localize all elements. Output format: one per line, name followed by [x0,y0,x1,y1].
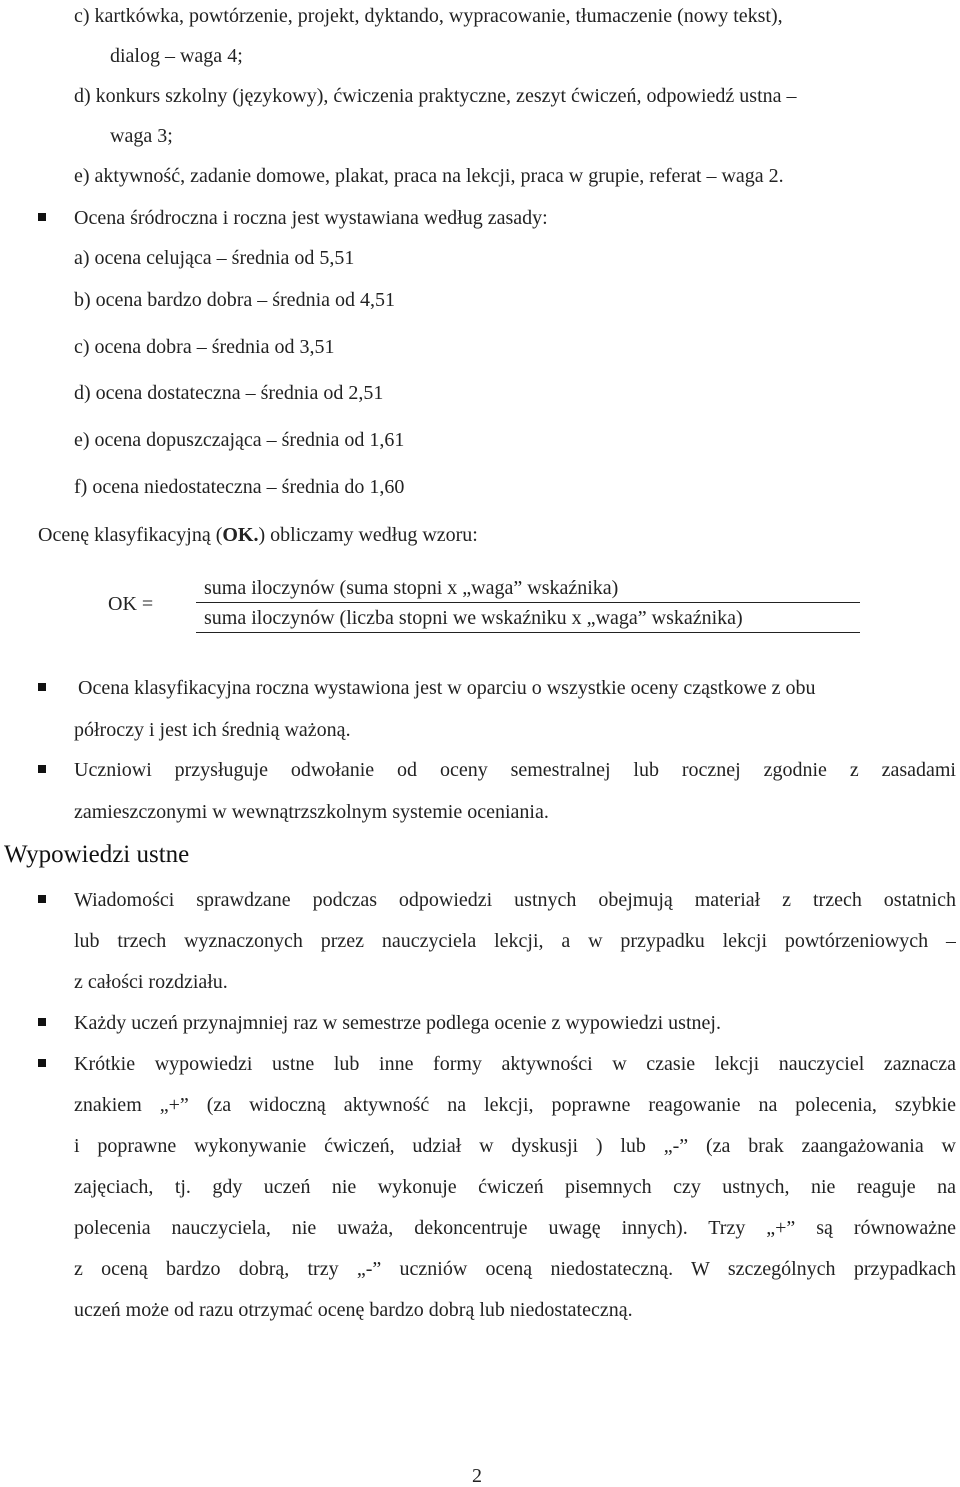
oral-p3-line-3: i poprawne wykonywanie ćwiczeń, udział w dyskusji ) lub „-” (za brak zaangażowania w [74,1135,956,1157]
section-title: Wypowiedzi ustne [4,841,190,868]
square-bullet-icon [38,1059,46,1067]
annual-line-1: Ocena klasyfikacyjna roczna wystawiona jest w oparciu o wszystkie oceny cząstkowe z obu [78,677,816,699]
appeal-line-2: zamieszczonymi w wewnątrzszkolnym systemie oceniania. [74,801,549,823]
grade-item-e: e) ocena dopuszczająca – średnia od 1,61 [74,429,405,451]
square-bullet-icon [38,765,46,773]
weight-item-c: c) kartkówka, powtórzenie, projekt, dyktando, wypracowanie, tłumaczenie (nowy tekst), [74,5,783,27]
weight-item-c-cont: dialog – waga 4; [110,45,243,67]
oral-p1-line-1: Wiadomości sprawdzane podczas odpowiedzi ustnych obejmują materiał z trzech ostatnich [74,889,956,911]
grade-item-a: a) ocena celująca – średnia od 5,51 [74,247,355,269]
formula-intro [38,523,478,547]
denominator-underline [196,632,860,633]
square-bullet-icon [38,895,46,903]
oral-p1-line-3: z całości rozdziału. [74,971,228,993]
grade-item-f: f) ocena niedostateczna – średnia do 1,60 [74,476,405,498]
square-bullet-icon [38,1018,46,1026]
oral-p3-line-6: z oceną bardzo dobrą, trzy „-” uczniów oceną niedostateczną. W szczególnych przypadkach [74,1258,956,1280]
grade-item-d: d) ocena dostateczna – średnia od 2,51 [74,382,384,404]
formula-intro-before: Ocenę klasyfikacyjną ( [38,524,223,546]
oral-p3-line-2: znakiem „+” (za widoczną aktywność na lekcji, poprawne reagowanie na polecenia, szybkie [74,1094,956,1116]
grade-item-c: c) ocena dobra – średnia od 3,51 [74,336,335,358]
weight-item-d: d) konkurs szkolny (językowy), ćwiczenia praktyczne, zeszyt ćwiczeń, odpowiedź ustna – [74,85,797,107]
appeal-line-1: Uczniowi przysługuje odwołanie od oceny semestralnej lub rocznej zgodnie z zasadami [74,759,956,781]
formula-lhs: OK = [108,593,154,615]
oral-p3-line-4: zajęciach, tj. gdy uczeń nie wykonuje ćwiczeń pisemnych czy ustnych, nie reaguje na [74,1176,956,1198]
formula-denominator: suma iloczynów (liczba stopni we wskaźniku x „waga” wskaźnika) [204,607,743,629]
weight-item-e: e) aktywność, zadanie domowe, plakat, praca na lekcji, praca w grupie, referat – waga 2. [74,165,784,187]
oral-p3-line-5: polecenia nauczyciela, nie uważa, dekoncentruje uwagę innych). Trzy „+” są równoważne [74,1217,956,1239]
grade-item-b: b) ocena bardzo dobra – średnia od 4,51 [74,289,395,311]
rule-intro: Ocena śródroczna i roczna jest wystawiana według zasady: [74,207,548,229]
square-bullet-icon [38,213,46,221]
formula-intro-after: ) obliczamy według wzoru: [258,524,478,546]
oral-p1-line-2: lub trzech wyznaczonych przez nauczyciela lekcji, a w przypadku lekcji powtórzeniowych – [74,930,956,952]
annual-line-2: półroczy i jest ich średnią ważoną. [74,719,351,741]
oral-p3-line-7: uczeń może od razu otrzymać ocenę bardzo dobrą lub niedostateczną. [74,1299,633,1321]
weight-item-d-cont: waga 3; [110,125,173,147]
oral-p3-line-1: Krótkie wypowiedzi ustne lub inne formy aktywności w czasie lekcji nauczyciel zaznacza [74,1053,956,1075]
fraction-bar [196,602,860,603]
page-number: 2 [472,1465,482,1487]
square-bullet-icon [38,683,46,691]
formula-numerator: suma iloczynów (suma stopni x „waga” wskaźnika) [204,577,619,599]
oral-p2-line-1: Każdy uczeń przynajmniej raz w semestrze podlega ocenie z wypowiedzi ustnej. [74,1012,721,1034]
formula-intro-ok: OK. [222,524,259,546]
